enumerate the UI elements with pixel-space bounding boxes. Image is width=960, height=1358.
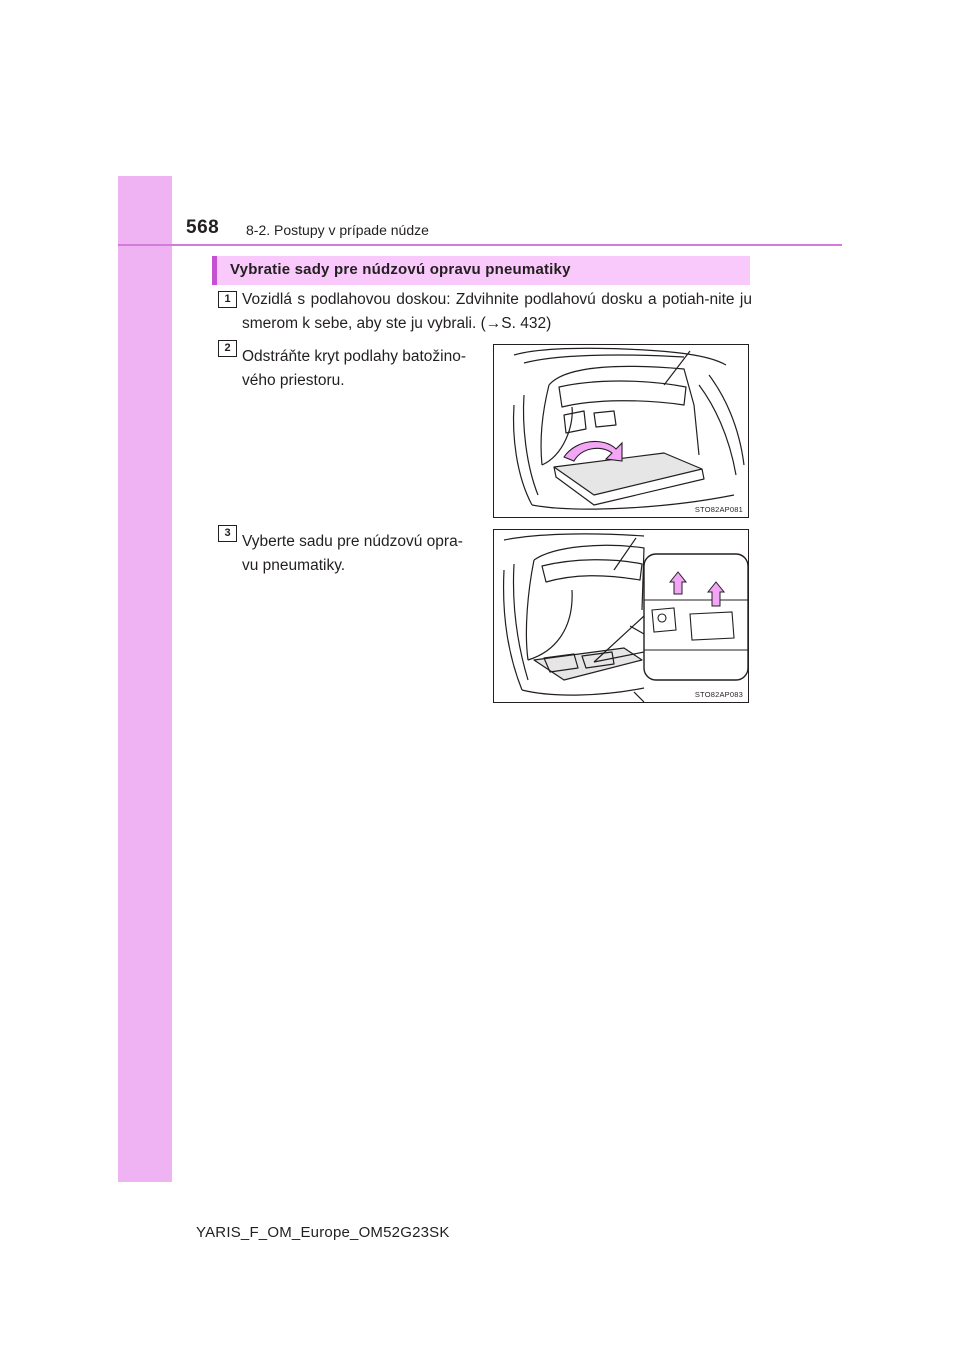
step-number-2: 2 bbox=[218, 340, 237, 357]
section-title: 8-2. Postupy v prípade núdze bbox=[246, 222, 429, 238]
chapter-tab-sidebar bbox=[118, 176, 172, 1182]
figure-remove-floor-cover bbox=[493, 344, 749, 518]
step-number-3: 3 bbox=[218, 525, 237, 542]
arrow-lift-icon bbox=[564, 441, 622, 461]
trunk-illustration-2 bbox=[494, 530, 749, 703]
procedure-heading bbox=[212, 256, 750, 285]
step-text-1: Vozidlá s podlahovou doskou: Zdvihnite podlahovú dosku a potiah-nite ju smerom k sebe, aby ste ju vybrali. (→S. 432) bbox=[242, 291, 752, 332]
header-divider bbox=[118, 244, 842, 246]
figure-code-2: STO82AP083 bbox=[694, 690, 743, 699]
figure-remove-repair-kit bbox=[493, 529, 749, 703]
step-text-3: Vyberte sadu pre núdzovú opra-vu pneumatiky. bbox=[242, 533, 463, 574]
figure-code-1: STO82AP081 bbox=[694, 505, 743, 514]
document-footer: YARIS_F_OM_Europe_OM52G23SK bbox=[196, 1224, 450, 1241]
step-text-2: Odstráňte kryt podlahy batožino-vého priestoru. bbox=[242, 348, 467, 389]
step-number-1: 1 bbox=[218, 291, 237, 308]
procedure-heading-text: Vybratie sady pre núdzovú opravu pneumatiky bbox=[230, 261, 571, 278]
trunk-illustration-1 bbox=[494, 345, 749, 518]
page-number: 568 bbox=[186, 217, 220, 238]
